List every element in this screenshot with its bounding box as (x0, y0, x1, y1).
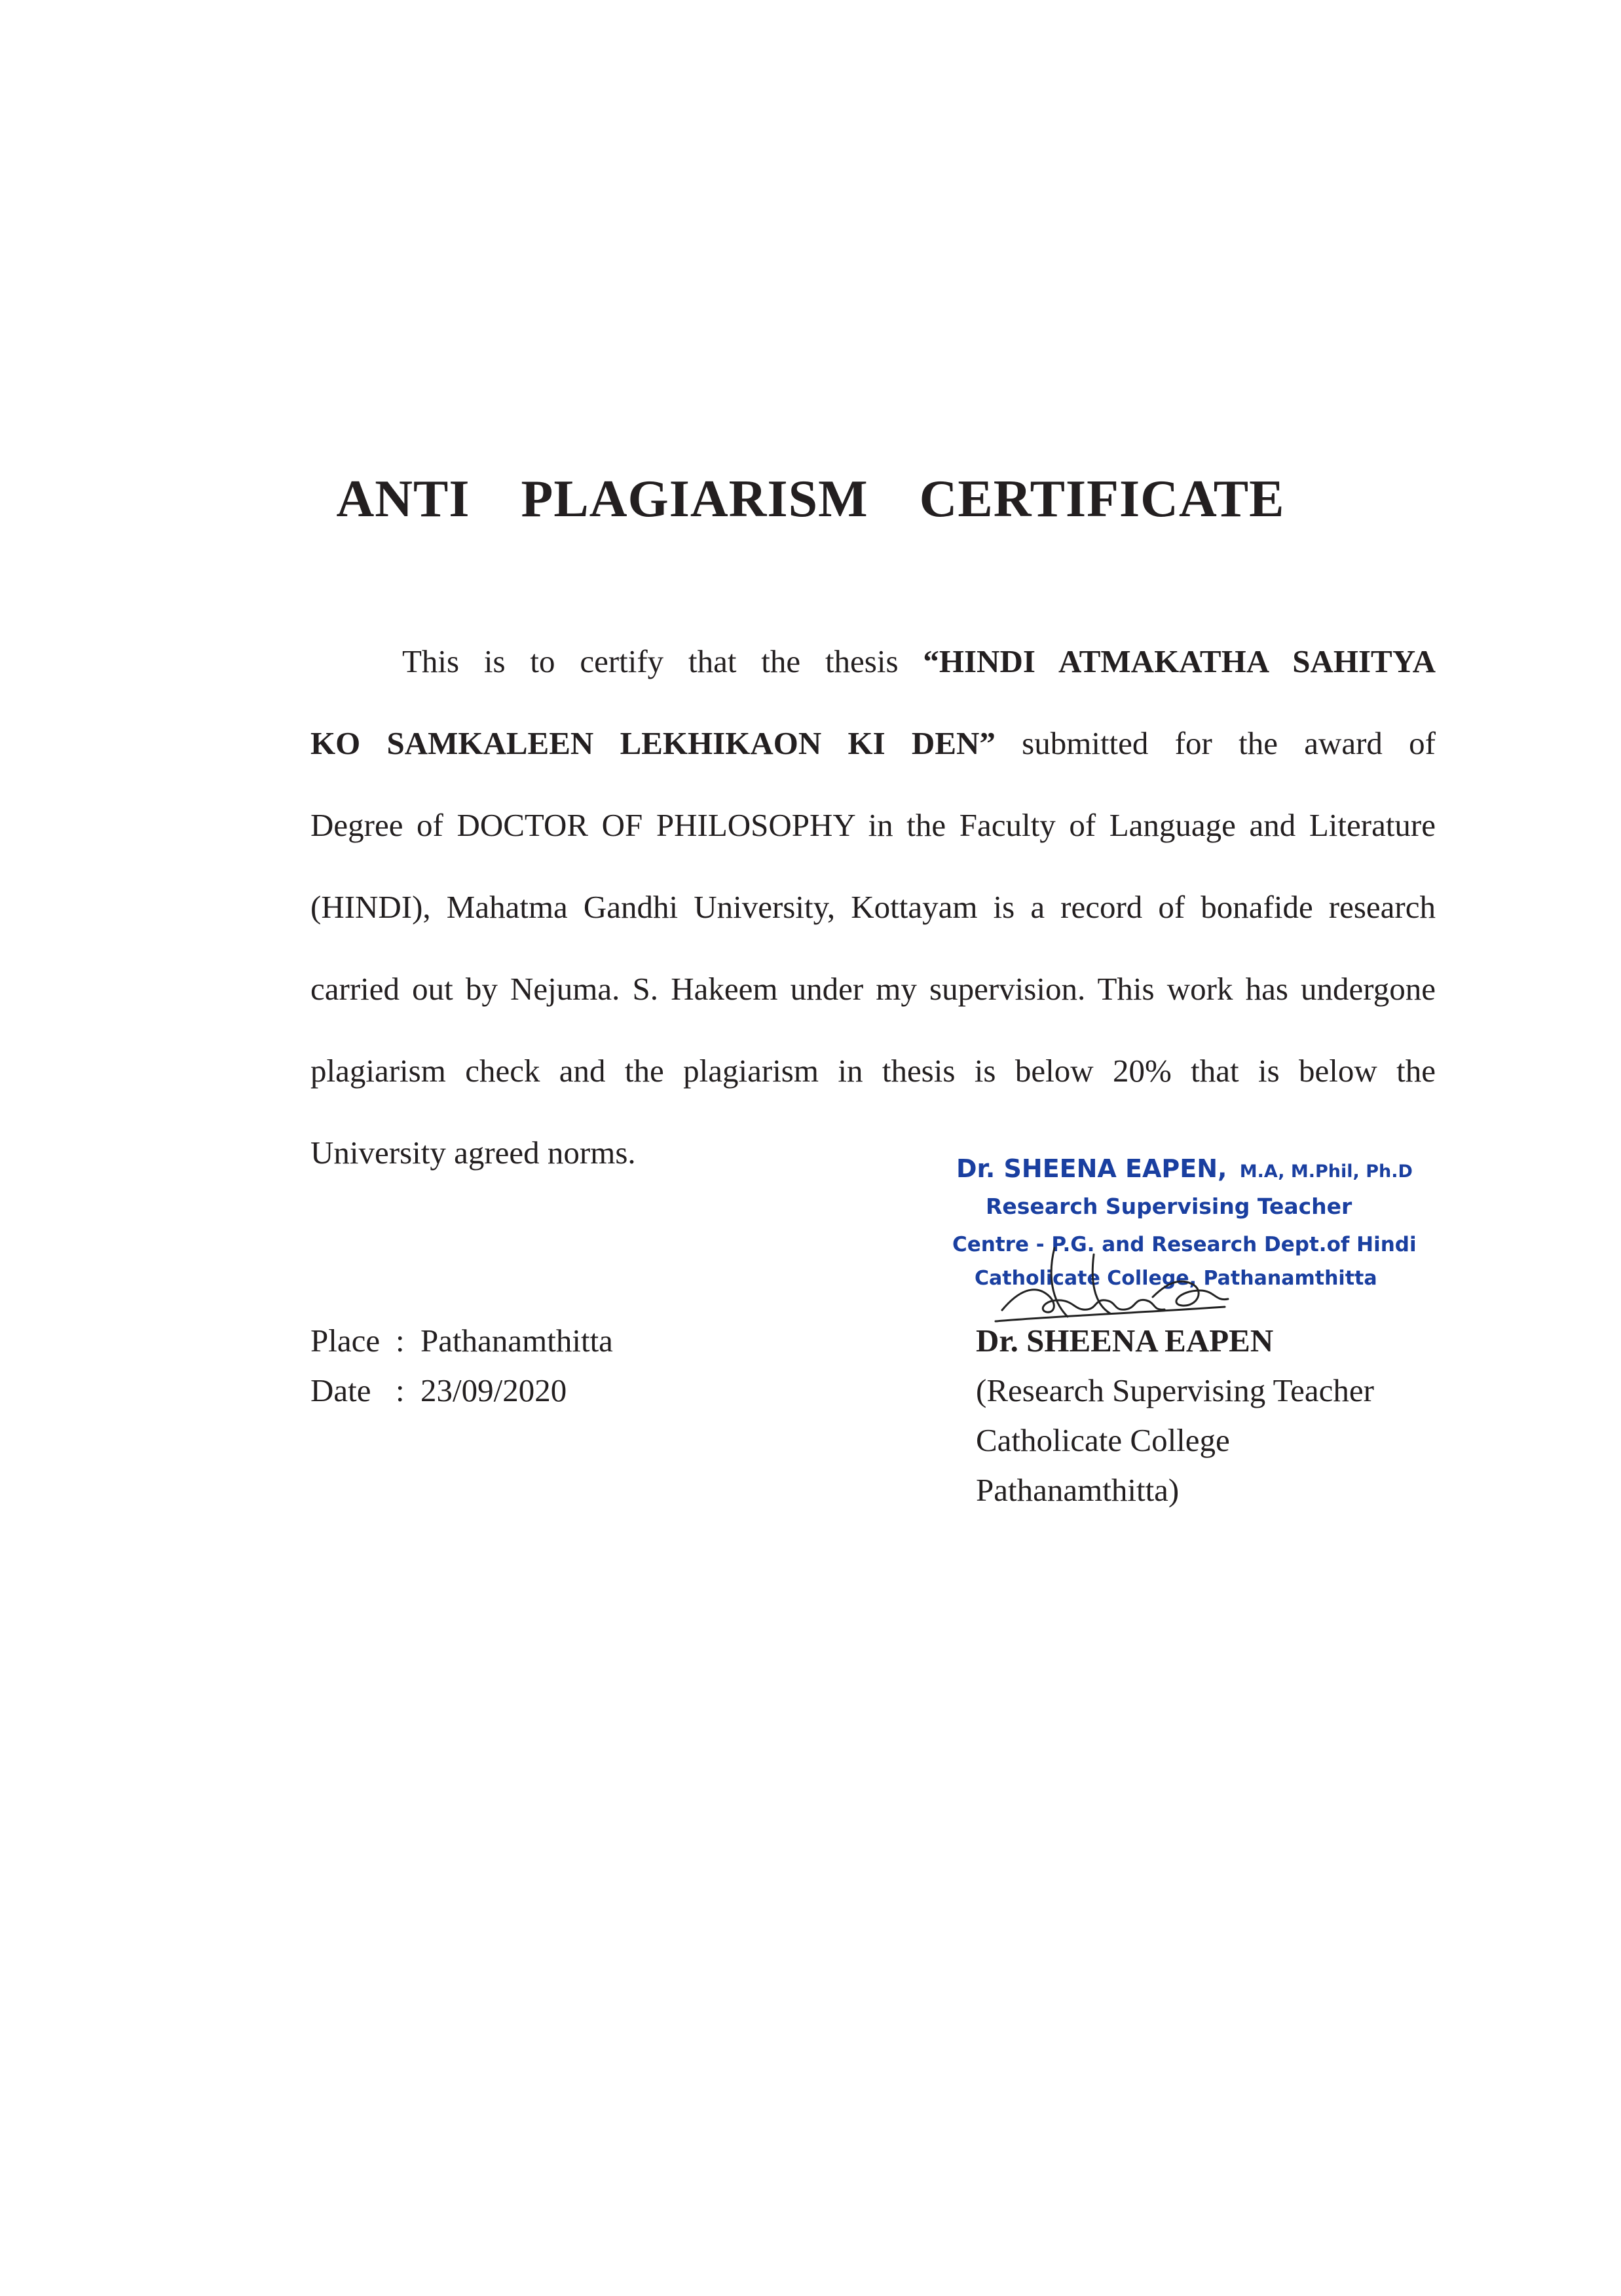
signatory-name: Dr. SHEENA EAPEN (976, 1323, 1274, 1359)
stamp-line-2: Centre - P.G. and Research Dept.of Hindi (952, 1233, 1417, 1256)
place-label: Place (310, 1323, 381, 1359)
date-value: 23/09/2020 (420, 1372, 567, 1408)
place-value: Pathanamthitta (420, 1323, 613, 1359)
signatory-title-line-2: Catholicate College (976, 1422, 1230, 1458)
thesis-title-part-1: “HINDI ATMAKATHA SAHITYA (923, 643, 1436, 679)
stamp-line-1: Research Supervising Teacher (986, 1194, 1352, 1219)
body-line-5: carried out by Nejuma. S. Hakeem under my supervision. This work has undergone (310, 971, 1436, 1007)
date-colon: : (396, 1372, 405, 1408)
date-row (310, 1374, 567, 1406)
body-line-2-rest: submitted for the award of (995, 725, 1436, 761)
signature-stamp (952, 1150, 1417, 1327)
place-colon: : (396, 1323, 405, 1359)
body-line-3: Degree of DOCTOR OF PHILOSOPHY in the Faculty of Language and Literature (310, 807, 1436, 843)
thesis-title-part-2: KO SAMKALEEN LEKHIKAON KI DEN” (310, 725, 996, 761)
body-line-7: University agreed norms. (310, 1135, 636, 1171)
date-label: Date (310, 1372, 371, 1408)
signatory-title-line-1: (Research Supervising Teacher (976, 1372, 1374, 1408)
stamp-name: Dr. SHEENA EAPEN, M.A, M.Phil, Ph.D (956, 1154, 1413, 1183)
body-line-1-intro: This is to certify that the thesis (402, 643, 923, 679)
place-row (310, 1325, 613, 1357)
stamp-text (952, 1154, 1417, 1290)
stamp-line-3: Catholicate College, Pathanamthitta (975, 1267, 1377, 1290)
body-line-4: (HINDI), Mahatma Gandhi University, Kottayam is a record of bonafide research (310, 889, 1436, 925)
body-line-1 (310, 645, 1436, 677)
body-line-2 (310, 727, 1436, 759)
signatory-title-line-3: Pathanamthitta) (976, 1472, 1180, 1508)
certificate-title: ANTI PLAGIARISM CERTIFICATE (336, 470, 1285, 528)
body-line-6: plagiarism check and the plagiarism in thesis is below 20% that is below the (310, 1053, 1436, 1089)
